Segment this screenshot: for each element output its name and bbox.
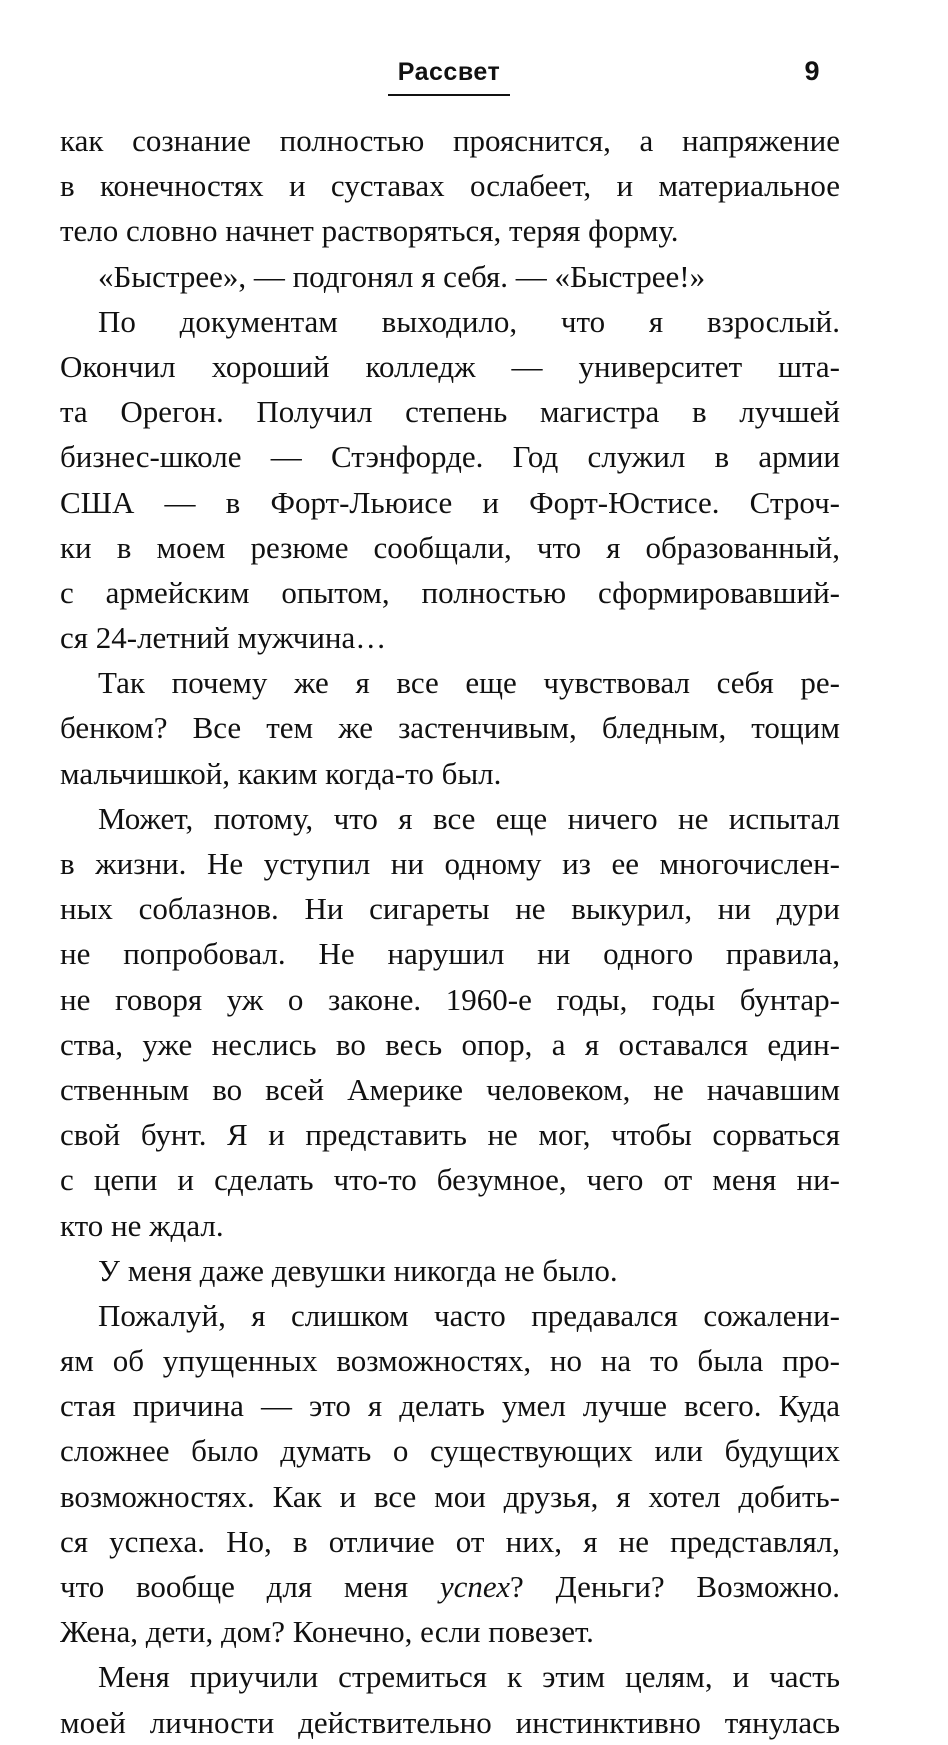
text-line: Жена, дети, дом? Конечно, если повезет. [60,1614,594,1650]
text-line: Окончил хороший колледж — университет шта- [60,348,840,384]
text-line: моей личности действительно инстинктивно тянулась [60,1704,840,1740]
page-number: 9 [804,56,820,86]
text-line: ственным во всей Америке человеком, не начавшим [60,1071,840,1107]
text-line: США — в Форт-Льюисе и Форт-Юстисе. Строч- [60,484,840,520]
emphasized-word: успех [439,1569,511,1604]
running-title: Рассвет [397,58,501,86]
text-line: та Орегон. Получил степень магистра в лучшей [60,394,840,430]
text-line: возможностях. Как и все мои друзья, я хотел добить- [60,1478,840,1514]
text-line: не попробовал. Не нарушил ни одного правила, [60,936,840,972]
text-line: с армейским опытом, полностью сформировавший- [60,574,840,610]
text-line: в жизни. Не уступил ни одному из ее многочислен- [60,846,840,881]
text-line: бизнес-школе — Стэнфорде. Год служил в армии [60,439,840,475]
text-line: мальчишкой, каким когда-то был. [60,755,502,791]
text-line: «Быстрее», — подгонял я себя. — «Быстрее!» [98,258,706,294]
header-rule [388,94,510,96]
text-line: ся 24-летний мужчина… [60,620,387,656]
text-line: Может, потому, что я все еще ничего не испытал [98,800,840,836]
text-line: По документам выходило, что я взрослый. [98,303,840,339]
text-line: ям об упущенных возможностях, но на то была про- [60,1343,840,1379]
text-fragment: что вообще для меня [60,1569,440,1604]
text-line: У меня даже девушки никогда не было. [98,1252,618,1288]
text-line: не говоря уж о законе. 1960-е годы, годы бунтар- [60,981,840,1017]
text-line: кто не ждал. [60,1207,224,1243]
text-line: стая причина — это я делать умел лучше всего. Куда [60,1388,840,1424]
text-line: в конечностях и суставах ослабеет, и материальное [60,168,840,204]
text-line: как сознание полностью прояснится, а напряжение [60,123,840,158]
page-header [0,52,948,102]
text-line: свой бунт. Я и представить не мог, чтобы сорваться [60,1117,840,1153]
text-line: ки в моем резюме сообщали, что я образованный, [60,529,840,565]
text-line: бенком? Все тем же застенчивым, бледным, тощим [60,710,840,746]
text-line: ных соблазнов. Ни сигареты не выкурил, ни дури [60,891,840,927]
text-line: тело словно начнет растворяться, теряя форму. [60,213,679,249]
text-line: с цепи и сделать что-то безумное, чего от меня ни- [60,1162,840,1198]
text-fragment: ? Деньги? Возможно. [510,1569,840,1604]
text-line-with-emphasis [60,1564,840,1609]
text-line: Меня приучили стремиться к этим целям, и часть [98,1659,840,1695]
text-line: ства, уже неслись во весь опор, а я оставался един- [60,1026,840,1062]
text-line: Так почему же я все еще чувствовал себя ре- [98,665,840,701]
text-line: Пожалуй, я слишком часто предавался сожалени- [98,1297,840,1333]
text-line: ся успеха. Но, в отличие от них, я не представлял, [60,1523,840,1559]
text-line: сложнее было думать о существующих или будущих [60,1433,840,1469]
body-text [60,118,840,1745]
